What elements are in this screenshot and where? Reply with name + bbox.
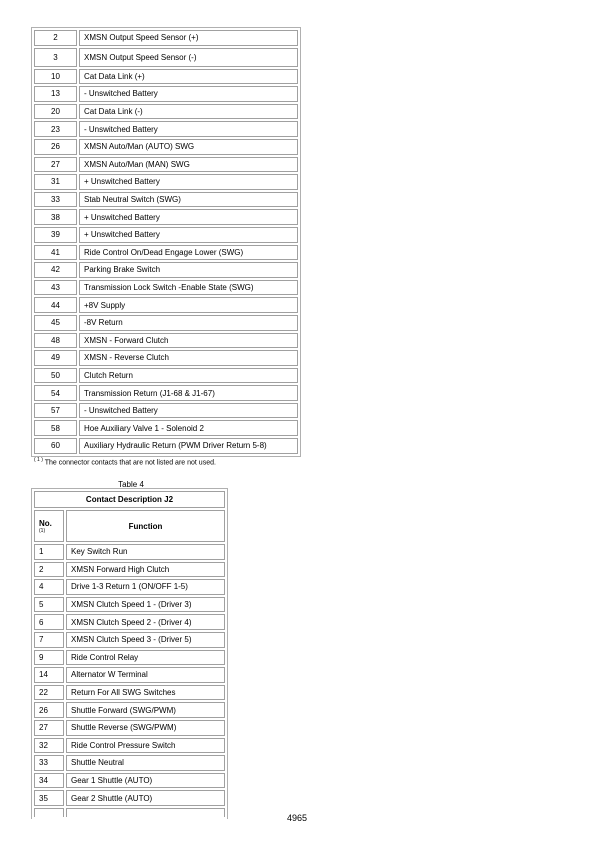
column-header-no-label: No.	[39, 518, 52, 528]
contact-function: Parking Brake Switch	[79, 262, 298, 278]
table-row	[34, 280, 298, 296]
contact-number: 6	[34, 614, 64, 630]
table-row	[34, 48, 298, 67]
contact-number: 45	[34, 315, 77, 331]
empty-cell	[34, 808, 64, 817]
contact-number: 35	[34, 790, 64, 806]
table-row	[34, 227, 298, 243]
page-number: 4965	[287, 813, 308, 823]
contact-number: 31	[34, 174, 77, 190]
contact-number: 48	[34, 333, 77, 349]
table-row	[34, 385, 298, 401]
contact-function: Cat Data Link (+)	[79, 69, 298, 85]
table-row	[34, 650, 225, 666]
contact-number: 9	[34, 650, 64, 666]
table-row	[34, 420, 298, 436]
contact-number: 43	[34, 280, 77, 296]
table-row	[34, 438, 298, 454]
contact-function: Alternator W Terminal	[66, 667, 225, 683]
table-row	[34, 368, 298, 384]
table-row	[34, 174, 298, 190]
footnote-marker: ( 1 )	[34, 457, 43, 463]
contact-number: 34	[34, 773, 64, 789]
table-row	[34, 209, 298, 225]
contact-function: Cat Data Link (-)	[79, 104, 298, 120]
contact-function: Drive 1-3 Return 1 (ON/OFF 1-5)	[66, 579, 225, 595]
contact-function: Shuttle Neutral	[66, 755, 225, 771]
contact-number: 2	[34, 30, 77, 46]
contact-number: 60	[34, 438, 77, 454]
contact-function: + Unswitched Battery	[79, 227, 298, 243]
table-row	[34, 262, 298, 278]
footnote-text: The connector contacts that are not listed are not used.	[42, 459, 216, 467]
contact-function: Return For All SWG Switches	[66, 685, 225, 701]
contact-function: Ride Control Pressure Switch	[66, 738, 225, 754]
table-row	[34, 297, 298, 313]
contact-function: XMSN Forward High Clutch	[66, 562, 225, 578]
contact-function: XMSN Clutch Speed 1 - (Driver 3)	[66, 597, 225, 613]
contact-number: 27	[34, 157, 77, 173]
contact-number: 26	[34, 702, 64, 718]
table-row	[34, 104, 298, 120]
table-row	[34, 350, 298, 366]
contact-number: 41	[34, 245, 77, 261]
contact-function: - Unswitched Battery	[79, 403, 298, 419]
table-row	[34, 245, 298, 261]
contact-number: 1	[34, 544, 64, 560]
contact-number: 33	[34, 755, 64, 771]
contact-number: 26	[34, 139, 77, 155]
footnote	[34, 457, 216, 466]
table-row	[34, 597, 225, 613]
table-row	[34, 685, 225, 701]
contact-function: + Unswitched Battery	[79, 174, 298, 190]
contact-number: 2	[34, 562, 64, 578]
contact-number: 32	[34, 738, 64, 754]
contact-number: 20	[34, 104, 77, 120]
contact-number: 10	[34, 69, 77, 85]
contact-function: Transmission Return (J1-68 & J1-67)	[79, 385, 298, 401]
table-row	[34, 192, 298, 208]
contact-function: Transmission Lock Switch -Enable State (SWG)	[79, 280, 298, 296]
table-row	[34, 632, 225, 648]
table-row	[34, 614, 225, 630]
contact-table-j1-body	[34, 30, 298, 454]
contact-number: 44	[34, 297, 77, 313]
contact-function: XMSN Clutch Speed 3 - (Driver 5)	[66, 632, 225, 648]
table-row	[34, 667, 225, 683]
contact-number: 3	[34, 48, 77, 67]
contact-function: Stab Neutral Switch (SWG)	[79, 192, 298, 208]
table-row	[34, 702, 225, 718]
table-row	[34, 69, 298, 85]
contact-function: Key Switch Run	[66, 544, 225, 560]
table-row	[34, 139, 298, 155]
contact-number: 4	[34, 579, 64, 595]
contact-number: 5	[34, 597, 64, 613]
column-header-no	[34, 510, 64, 542]
table-row	[34, 720, 225, 736]
contact-number: 23	[34, 121, 77, 137]
table-row	[34, 738, 225, 754]
contact-number: 14	[34, 667, 64, 683]
table-caption: Table 4	[118, 480, 144, 489]
contact-number: 54	[34, 385, 77, 401]
table-row	[34, 333, 298, 349]
table-row	[34, 86, 298, 102]
contact-function: XMSN - Reverse Clutch	[79, 350, 298, 366]
contact-function: -8V Return	[79, 315, 298, 331]
contact-function: Gear 1 Shuttle (AUTO)	[66, 773, 225, 789]
table-row-continued	[34, 808, 225, 817]
contact-number: 38	[34, 209, 77, 225]
contact-function: Shuttle Reverse (SWG/PWM)	[66, 720, 225, 736]
table-row	[34, 562, 225, 578]
contact-function: XMSN Auto/Man (MAN) SWG	[79, 157, 298, 173]
contact-number: 39	[34, 227, 77, 243]
contact-number: 42	[34, 262, 77, 278]
table-row	[34, 30, 298, 46]
contact-function: Hoe Auxiliary Valve 1 - Solenoid 2	[79, 420, 298, 436]
contact-function: Ride Control Relay	[66, 650, 225, 666]
column-header-function: Function	[66, 510, 225, 542]
table-row	[34, 403, 298, 419]
contact-function: XMSN - Forward Clutch	[79, 333, 298, 349]
contact-function: Ride Control On/Dead Engage Lower (SWG)	[79, 245, 298, 261]
contact-table-j1	[31, 27, 301, 457]
table-row	[34, 544, 225, 560]
table-row	[34, 790, 225, 806]
table-row	[34, 773, 225, 789]
contact-number: 22	[34, 685, 64, 701]
column-header-no-note: (1)	[39, 527, 46, 534]
table-row	[34, 755, 225, 771]
contact-number: 7	[34, 632, 64, 648]
contact-function: Shuttle Forward (SWG/PWM)	[66, 702, 225, 718]
contact-number: 33	[34, 192, 77, 208]
table-title: Contact Description J2	[34, 491, 225, 508]
contact-function: XMSN Output Speed Sensor (+)	[79, 30, 298, 46]
table-row	[34, 315, 298, 331]
contact-number: 27	[34, 720, 64, 736]
contact-function: +8V Supply	[79, 297, 298, 313]
table-row	[34, 157, 298, 173]
contact-number: 13	[34, 86, 77, 102]
contact-function: + Unswitched Battery	[79, 209, 298, 225]
table-row	[34, 579, 225, 595]
empty-cell	[66, 808, 225, 817]
contact-function: XMSN Auto/Man (AUTO) SWG	[79, 139, 298, 155]
contact-number: 49	[34, 350, 77, 366]
contact-number: 50	[34, 368, 77, 384]
contact-function: Clutch Return	[79, 368, 298, 384]
contact-function: Gear 2 Shuttle (AUTO)	[66, 790, 225, 806]
contact-function: - Unswitched Battery	[79, 86, 298, 102]
contact-number: 58	[34, 420, 77, 436]
contact-number: 57	[34, 403, 77, 419]
contact-function: XMSN Output Speed Sensor (-)	[79, 48, 298, 67]
contact-table-j2	[31, 488, 228, 819]
contact-function: - Unswitched Battery	[79, 121, 298, 137]
table-row	[34, 121, 298, 137]
contact-table-j2-body	[34, 544, 225, 817]
contact-function: XMSN Clutch Speed 2 - (Driver 4)	[66, 614, 225, 630]
contact-function: Auxiliary Hydraulic Return (PWM Driver Return 5-8)	[79, 438, 298, 454]
